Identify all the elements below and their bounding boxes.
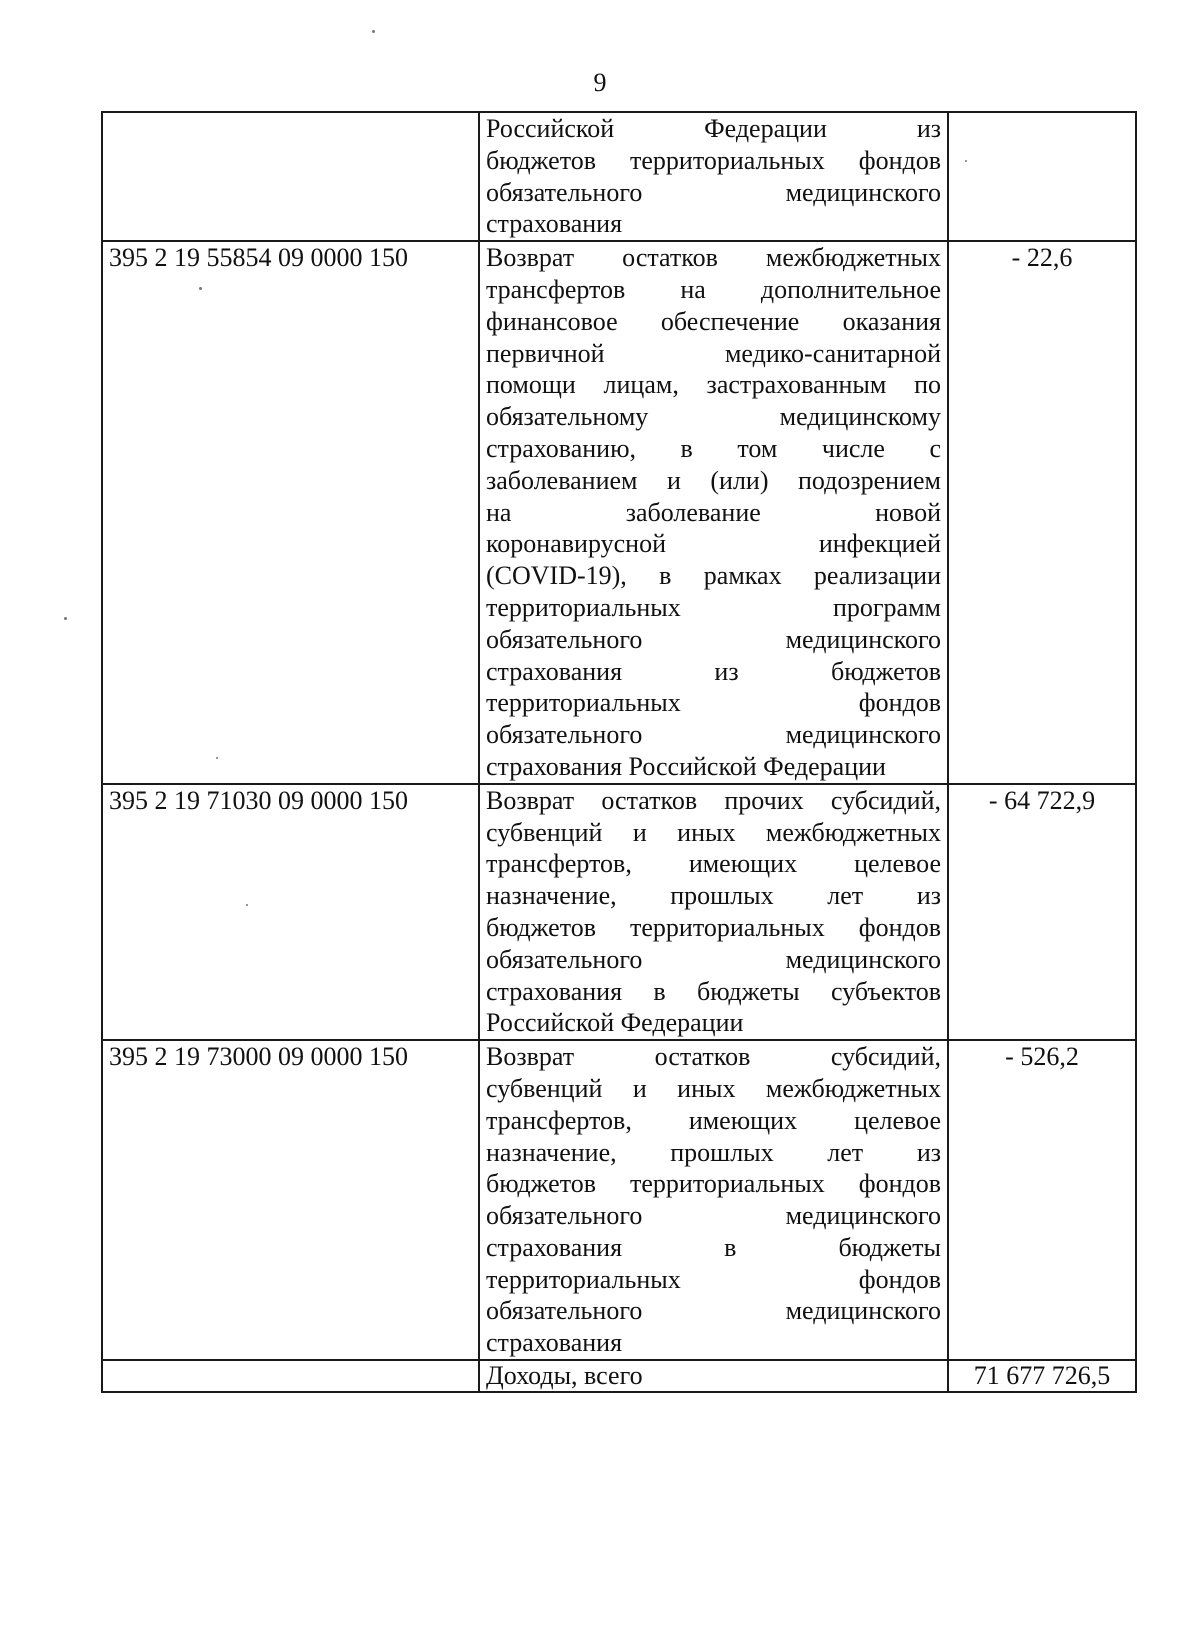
revenue-name-line: обязательному медицинскому (486, 402, 941, 432)
revenue-name-line: бюджетов территориальных фондов (486, 912, 941, 942)
scan-speck (199, 287, 202, 290)
revenue-name-cell (479, 241, 948, 784)
revenue-table (101, 111, 1137, 1393)
scan-speck (965, 160, 967, 162)
revenue-name-line: трансфертов на дополнительное (486, 274, 941, 304)
revenue-name-line: территориальных программ (486, 592, 941, 622)
revenue-name-line: обязательного медицинского (486, 1296, 941, 1326)
revenue-name-line: трансфертов, имеющих целевое (486, 849, 941, 879)
total-label: Доходы, всего (486, 1361, 643, 1391)
revenue-name-line: страхования из бюджетов (486, 656, 941, 686)
budget-code-cell: 395 2 19 73000 09 0000 150 (102, 1040, 479, 1360)
revenue-name-cell (479, 112, 948, 241)
scan-speck (372, 30, 375, 33)
budget-code-cell: 395 2 19 55854 09 0000 150 (102, 241, 479, 784)
amount-cell: - 526,2 (948, 1040, 1136, 1360)
revenue-name-line: (COVID-19), в рамках реализации (486, 561, 941, 591)
table-row (102, 784, 1136, 1040)
page-number: 9 (593, 68, 607, 97)
revenue-name-line: субвенций и иных межбюджетных (486, 1073, 941, 1103)
revenue-name-line: коронавирусной инфекцией (486, 529, 941, 559)
table-row (102, 1040, 1136, 1360)
revenue-name-line: заболеванием и (или) подозрением (486, 465, 941, 495)
budget-code-cell (102, 112, 479, 241)
revenue-name-line: страхования в бюджеты (486, 1232, 941, 1262)
revenue-name-line: субвенций и иных межбюджетных (486, 817, 941, 847)
amount-cell (948, 112, 1136, 241)
revenue-name-line: страхованию, в том числе с (486, 433, 941, 463)
revenue-name-line: бюджетов территориальных фондов (486, 1169, 941, 1199)
revenue-name-cell (479, 1040, 948, 1360)
revenue-name-line: обязательного медицинского (486, 1201, 941, 1231)
table-row (102, 241, 1136, 784)
revenue-name-line: на заболевание новой (486, 497, 941, 527)
scan-speck (64, 617, 67, 620)
revenue-name-line: Российской Федерации из (486, 114, 941, 143)
revenue-name-line: Российской Федерации (486, 1008, 744, 1038)
scan-speck (216, 757, 218, 759)
revenue-name-line: обязательного медицинского (486, 177, 941, 207)
revenue-name-line: бюджетов территориальных фондов (486, 145, 941, 175)
total-label-cell (479, 1360, 948, 1392)
scan-speck (246, 904, 248, 906)
total-code-cell (102, 1360, 479, 1392)
amount-cell: - 64 722,9 (948, 784, 1136, 1040)
revenue-name-line: назначение, прошлых лет из (486, 1137, 941, 1167)
amount-cell: - 22,6 (948, 241, 1136, 784)
revenue-name-line: первичной медико-санитарной (486, 338, 941, 368)
table-row (102, 112, 1136, 241)
total-amount-cell: 71 677 726,5 (948, 1360, 1136, 1392)
revenue-name-line: помощи лицам, застрахованным по (486, 370, 941, 400)
revenue-name-line: финансовое обеспечение оказания (486, 306, 941, 336)
revenue-name-line: Возврат остатков межбюджетных (486, 243, 941, 273)
revenue-name-line: страхования (486, 1328, 623, 1358)
revenue-name-line: территориальных фондов (486, 1264, 941, 1294)
revenue-name-line: Возврат остатков субсидий, (486, 1042, 941, 1072)
revenue-name-line: трансфертов, имеющих целевое (486, 1105, 941, 1135)
revenue-name-line: обязательного медицинского (486, 624, 941, 654)
revenue-name-line: страхования Российской Федерации (486, 751, 886, 781)
revenue-name-line: страхования (486, 209, 623, 239)
revenue-name-line: Возврат остатков прочих субсидий, (486, 785, 941, 815)
revenue-name-line: обязательного медицинского (486, 720, 941, 750)
revenue-name-line: территориальных фондов (486, 688, 941, 718)
revenue-name-line: обязательного медицинского (486, 944, 941, 974)
revenue-table-body (102, 112, 1136, 1392)
total-row (102, 1360, 1136, 1392)
revenue-name-line: назначение, прошлых лет из (486, 881, 941, 911)
revenue-name-line: страхования в бюджеты субъектов (486, 976, 941, 1006)
revenue-name-cell (479, 784, 948, 1040)
budget-code-cell: 395 2 19 71030 09 0000 150 (102, 784, 479, 1040)
